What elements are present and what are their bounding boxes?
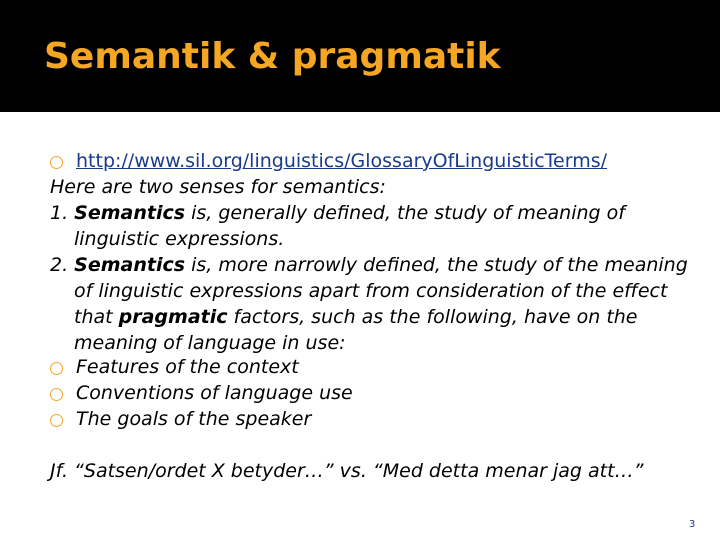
bullet-item: Conventions of language use: [76, 382, 353, 404]
item-2-cont-text: that: [74, 306, 119, 328]
item-1-text: is, generally defined, the study of meaning of: [185, 202, 625, 224]
intro-text: Here are two senses for semantics:: [50, 176, 386, 198]
item-1: [50, 200, 625, 226]
item-1-term: Semantics: [74, 202, 186, 224]
page-number: 3: [689, 519, 696, 530]
item-2-continuation-3: meaning of language in use:: [74, 332, 346, 354]
bullet-item: The goals of the speaker: [76, 408, 312, 430]
item-2-number: 2.: [50, 254, 75, 276]
bullet-circle-icon: [50, 414, 63, 427]
bullet-circle-icon: [50, 362, 63, 375]
item-2-text: is, more narrowly defined, the study of the meaning: [185, 254, 688, 276]
bullet-item: Features of the context: [76, 356, 299, 378]
item-2-term: Semantics: [74, 254, 186, 276]
item-2: [50, 252, 688, 278]
item-2-continuation-1: of linguistic expressions apart from consideration of the effect: [74, 280, 668, 302]
bullet-circle-icon: [50, 156, 63, 169]
item-1-number: 1.: [50, 202, 75, 224]
item-2-continuation-2: [74, 304, 638, 330]
item-2-cont-text-2: factors, such as the following, have on the: [227, 306, 638, 328]
glossary-link[interactable]: http://www.sil.org/linguistics/GlossaryOfLinguisticTerms/: [76, 150, 608, 172]
slide-title: Semantik & pragmatik: [44, 36, 501, 77]
comparison-text: Jf. “Satsen/ordet X betyder…” vs. “Med detta menar jag att…”: [50, 460, 644, 482]
item-1-continuation: linguistic expressions.: [74, 228, 285, 250]
pragmatic-term: pragmatic: [118, 306, 228, 328]
bullet-circle-icon: [50, 388, 63, 401]
